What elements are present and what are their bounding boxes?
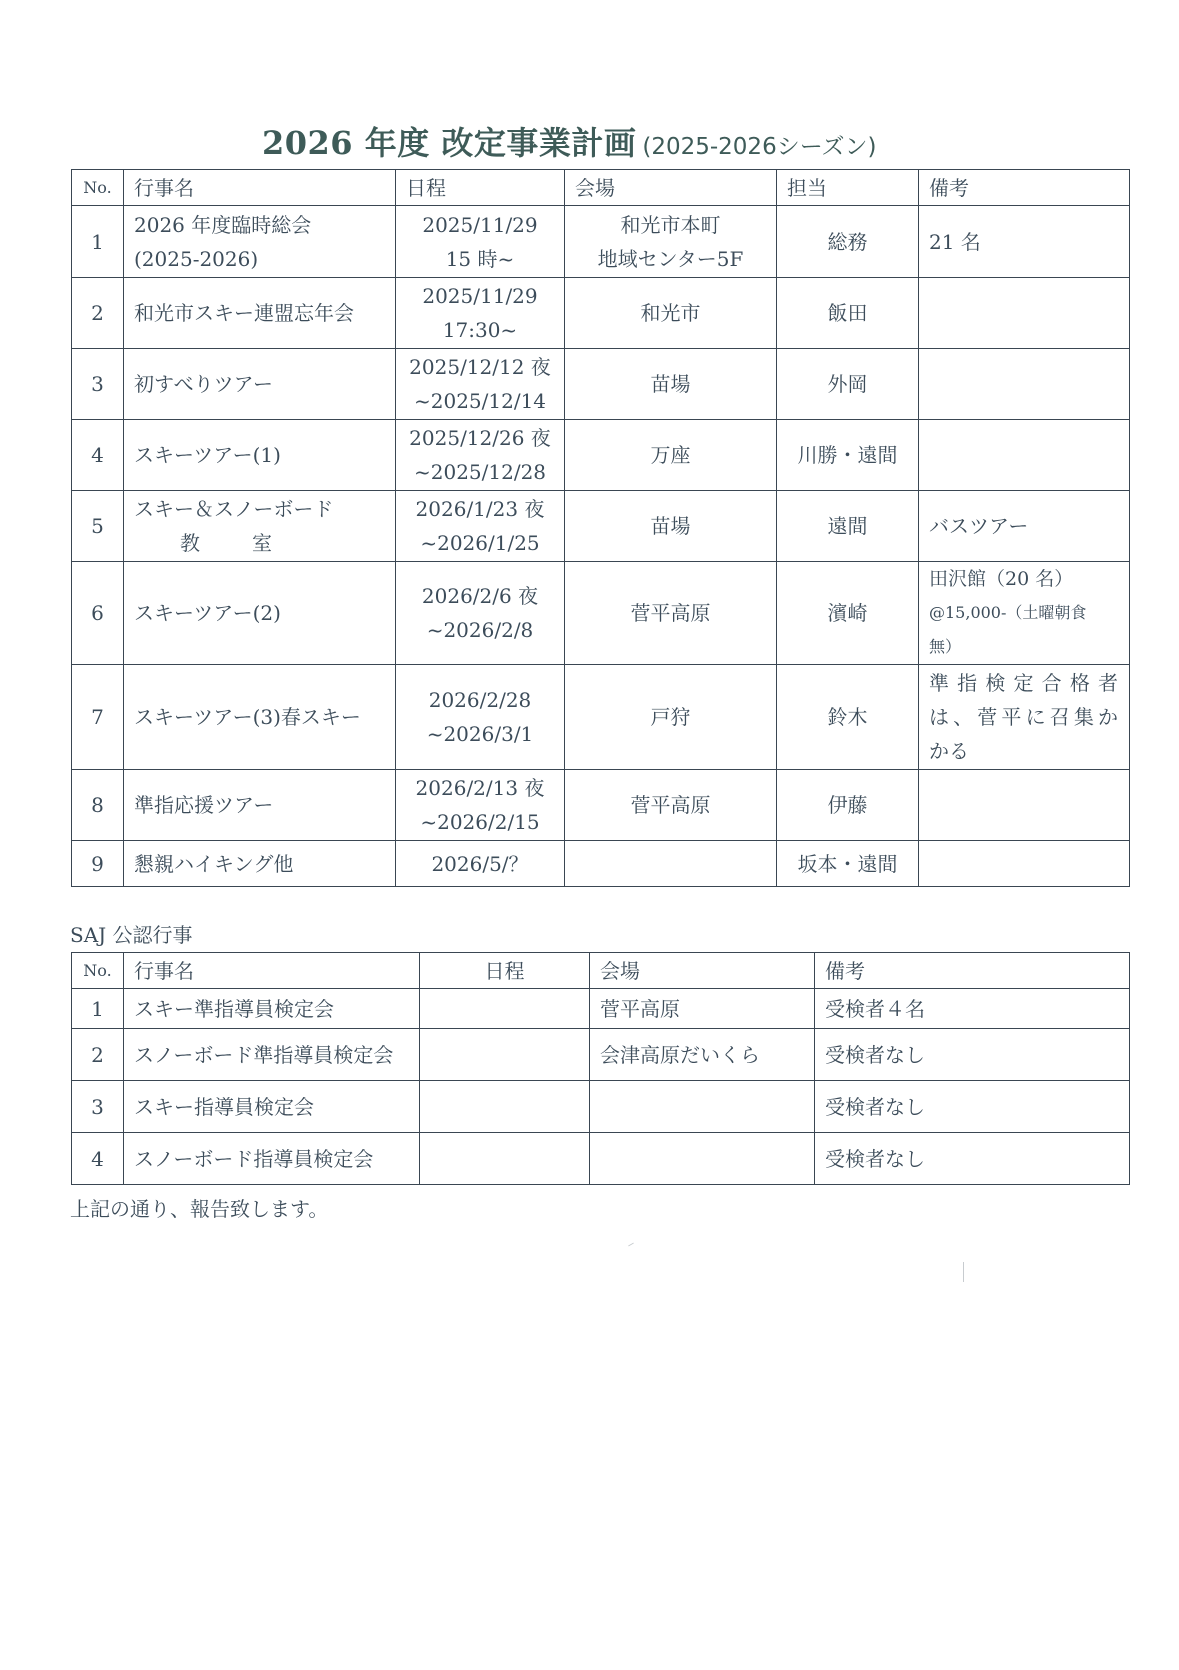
- row-venue: 苗場: [565, 491, 777, 562]
- row-notes: 受検者なし: [815, 1029, 1130, 1081]
- schedule-line: ~2026/2/15: [420, 810, 540, 834]
- header-venue: 会場: [590, 953, 815, 989]
- row-notes: [919, 278, 1130, 349]
- row-no: 3: [72, 349, 124, 420]
- row-venue: 菅平高原: [565, 562, 777, 665]
- event-line: [134, 526, 385, 560]
- row-venue: 菅平高原: [565, 770, 777, 841]
- row-venue: [565, 206, 777, 278]
- schedule-line: 2025/11/29: [422, 212, 538, 237]
- row-event: スノーボード指導員検定会: [124, 1133, 420, 1185]
- header-no: No.: [72, 953, 124, 989]
- table-row: [72, 491, 1130, 562]
- row-schedule: [396, 491, 565, 562]
- row-event: 準指応援ツアー: [124, 770, 396, 841]
- row-notes: [919, 841, 1130, 887]
- schedule-line: 2026/2/13 夜: [415, 776, 545, 800]
- row-schedule: [420, 1029, 590, 1081]
- table-row: [72, 989, 1130, 1029]
- row-no: 5: [72, 491, 124, 562]
- schedule-line: 15 時~: [445, 246, 515, 271]
- saj-section-label: SAJ 公認行事: [70, 923, 193, 947]
- row-event: スキーツアー(1): [124, 420, 396, 491]
- row-person: 外岡: [777, 349, 919, 420]
- row-notes: [919, 770, 1130, 841]
- row-no: 6: [72, 562, 124, 665]
- row-event: 初すべりツアー: [124, 349, 396, 420]
- row-event: スキー準指導員検定会: [124, 989, 420, 1029]
- closing-statement: 上記の通り、報告致します。: [70, 1197, 329, 1221]
- table-row: [72, 420, 1130, 491]
- header-notes: 備考: [919, 170, 1130, 206]
- row-person: 川勝・遠間: [777, 420, 919, 491]
- row-event: スノーボード準指導員検定会: [124, 1029, 420, 1081]
- event-line: 2026 年度臨時総会: [134, 212, 312, 237]
- row-schedule: [420, 989, 590, 1029]
- row-no: 1: [72, 989, 124, 1029]
- row-person: 伊藤: [777, 770, 919, 841]
- table-row: [72, 278, 1130, 349]
- schedule-line: 17:30~: [442, 318, 518, 342]
- scan-mark: [628, 1243, 634, 1247]
- row-venue: 戸狩: [565, 665, 777, 770]
- row-event: スキーツアー(3)春スキー: [124, 665, 396, 770]
- header-venue: 会場: [565, 170, 777, 206]
- row-no: 7: [72, 665, 124, 770]
- schedule-line: 2025/12/26 夜: [409, 426, 551, 450]
- schedule-line: ~2026/1/25: [420, 531, 540, 555]
- row-no: 2: [72, 278, 124, 349]
- row-no: 2: [72, 1029, 124, 1081]
- saj-table: [71, 952, 1130, 1185]
- row-no: 1: [72, 206, 124, 278]
- row-schedule: [396, 420, 565, 491]
- scan-mark: [963, 1262, 964, 1282]
- row-person: 飯田: [777, 278, 919, 349]
- venue-line: 地域センター5F: [597, 246, 744, 271]
- notes-line: かる: [929, 739, 969, 763]
- table-row: [72, 349, 1130, 420]
- schedule-line: 2025/11/29: [422, 284, 538, 308]
- row-schedule: [396, 665, 565, 770]
- row-schedule: [396, 349, 565, 420]
- title-main: 2026 年度 改定事業計画: [262, 124, 637, 162]
- row-venue: [565, 841, 777, 887]
- row-venue: 会津高原だいくら: [590, 1029, 815, 1081]
- page-title: [262, 118, 877, 164]
- row-event: [124, 206, 396, 278]
- notes-line: 田沢館（20 名）: [929, 568, 1074, 590]
- header-schedule: 日程: [396, 170, 565, 206]
- row-event: 和光市スキー連盟忘年会: [124, 278, 396, 349]
- notes-line: 21 名: [929, 229, 981, 254]
- row-no: 8: [72, 770, 124, 841]
- schedule-line: 2026/2/28: [428, 688, 532, 712]
- row-event: [124, 491, 396, 562]
- header-event: 行事名: [124, 953, 420, 989]
- row-event: スキーツアー(2): [124, 562, 396, 665]
- header-person: 担当: [777, 170, 919, 206]
- schedule-line: 2026/1/23 夜: [415, 497, 545, 521]
- row-notes: 受検者４名: [815, 989, 1130, 1029]
- table-row: [72, 770, 1130, 841]
- table-row: [72, 1081, 1130, 1133]
- row-no: 3: [72, 1081, 124, 1133]
- event-line: (2025-2026): [134, 246, 259, 271]
- row-schedule: [396, 206, 565, 278]
- row-venue: [590, 1081, 815, 1133]
- notes-line: 無）: [929, 637, 962, 656]
- row-schedule: 2026/5/？: [396, 841, 565, 887]
- row-notes: 受検者なし: [815, 1133, 1130, 1185]
- table-row: [72, 841, 1130, 887]
- row-no: 4: [72, 1133, 124, 1185]
- row-event: 懇親ハイキング他: [124, 841, 396, 887]
- header-event: 行事名: [124, 170, 396, 206]
- schedule-line: ~2026/2/8: [426, 618, 534, 642]
- row-notes: [919, 349, 1130, 420]
- table-row: [72, 1029, 1130, 1081]
- row-no: 4: [72, 420, 124, 491]
- row-event: スキー指導員検定会: [124, 1081, 420, 1133]
- row-notes: 受検者なし: [815, 1081, 1130, 1133]
- plan-table-header: [72, 170, 1130, 206]
- title-season: (2025-2026シーズン): [642, 134, 877, 160]
- row-no: 9: [72, 841, 124, 887]
- row-person: 濱崎: [777, 562, 919, 665]
- row-venue: 菅平高原: [590, 989, 815, 1029]
- row-person: 総務: [777, 206, 919, 278]
- row-person: 鈴木: [777, 665, 919, 770]
- row-schedule: [396, 562, 565, 665]
- row-schedule: [420, 1133, 590, 1185]
- saj-table-header: [72, 953, 1130, 989]
- row-notes: [919, 206, 1130, 278]
- plan-table: [71, 169, 1130, 887]
- event-char: 室: [252, 531, 272, 555]
- row-notes: [919, 562, 1130, 665]
- row-venue: 和光市: [565, 278, 777, 349]
- row-schedule: [396, 770, 565, 841]
- row-schedule: [396, 278, 565, 349]
- venue-line: 和光市本町: [620, 212, 721, 237]
- notes-line: は、菅平に召集か: [929, 705, 1119, 729]
- event-line: スキー＆スノーボード: [134, 497, 334, 521]
- table-row: [72, 206, 1130, 278]
- schedule-line: ~2025/12/14: [413, 389, 547, 413]
- schedule-line: ~2026/3/1: [426, 722, 534, 746]
- schedule-line: 2025/12/12 夜: [409, 355, 551, 379]
- row-notes: [919, 665, 1130, 770]
- header-no: No.: [72, 170, 124, 206]
- notes-line: @15,000-（土曜朝食: [929, 603, 1087, 622]
- row-venue: 苗場: [565, 349, 777, 420]
- row-schedule: [420, 1081, 590, 1133]
- table-row: [72, 1133, 1130, 1185]
- table-row: [72, 665, 1130, 770]
- row-person: 遠間: [777, 491, 919, 562]
- header-schedule: 日程: [420, 953, 590, 989]
- header-notes: 備考: [815, 953, 1130, 989]
- row-notes: [919, 420, 1130, 491]
- notes-line: 準指検定合格者: [929, 671, 1119, 695]
- row-venue: 万座: [565, 420, 777, 491]
- row-person: 坂本・遠間: [777, 841, 919, 887]
- table-row: [72, 562, 1130, 665]
- event-char: 教: [180, 531, 200, 555]
- schedule-line: ~2025/12/28: [413, 460, 547, 484]
- schedule-line: 2026/2/6 夜: [421, 584, 539, 608]
- row-notes: バスツアー: [919, 491, 1130, 562]
- row-venue: [590, 1133, 815, 1185]
